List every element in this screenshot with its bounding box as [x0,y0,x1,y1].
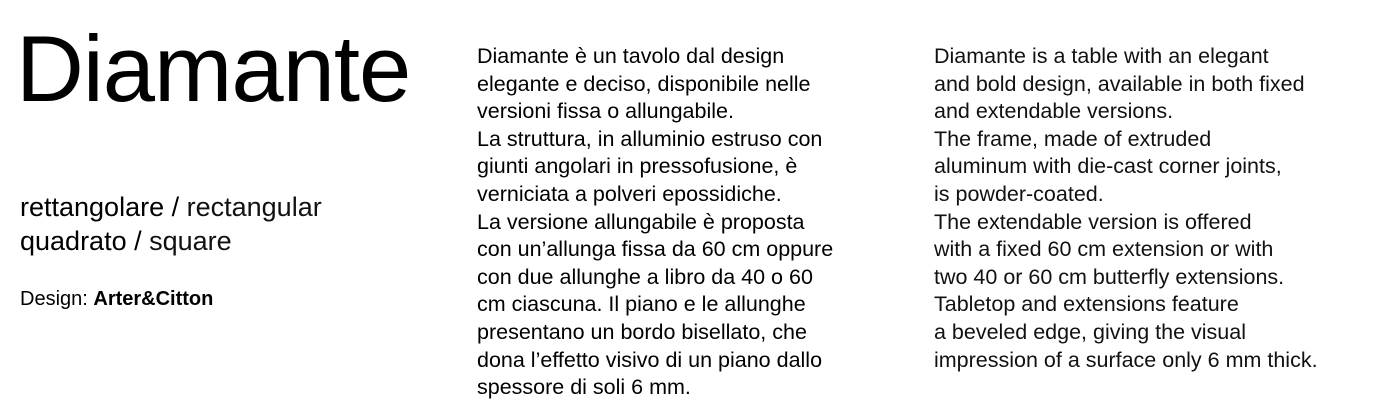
description-line: con un’allunga fissa da 60 cm oppure [477,237,834,262]
shape-separator: / [164,192,187,222]
description-line: con due allunghe a libro da 40 o 60 [477,264,813,289]
shape-italian-label: quadrato [20,226,127,256]
shape-option-square [20,224,322,258]
shape-english-label: square [149,226,232,256]
description-line: The frame, made of extruded [934,126,1212,151]
description-line: spessore di soli 6 mm. [477,375,691,400]
shape-separator: / [126,226,150,256]
description-line: verniciata a polveri epossidiche. [477,181,782,206]
description-line: elegante e deciso, disponibile nelle [477,71,811,96]
shape-options [20,190,322,258]
description-line: Tabletop and extensions feature [934,292,1239,317]
description-italian [477,43,907,402]
shape-italian-label: rettangolare [20,192,165,222]
description-line: presentano un bordo bisellato, che [477,319,807,344]
description-line: impression of a surface only 6 mm thick. [934,347,1318,372]
description-line: La struttura, in alluminio estruso con [477,126,823,151]
description-line: giunti angolari in pressofusione, è [477,154,798,179]
description-line: La versione allungabile è proposta [477,209,805,234]
description-line: Diamante è un tavolo dal design [477,44,785,68]
description-line: cm ciascuna. Il piano e le allunghe [477,292,806,317]
designer-name: Arter&Citton [93,288,214,310]
description-line: and bold design, available in both fixed [934,71,1305,96]
description-line: The extendable version is offered [934,209,1252,234]
description-line: a beveled edge, giving the visual [934,319,1246,344]
description-line: versioni fissa o allungabile. [477,99,734,124]
designer-credit [20,285,213,313]
shape-option-rectangular [20,190,322,224]
description-line: Diamante is a table with an elegant [934,44,1269,68]
description-english [934,43,1374,374]
description-line: dona l’effetto visivo di un piano dallo [477,347,823,372]
description-line: is powder-coated. [934,181,1104,206]
description-line: two 40 or 60 cm butterfly extensions. [934,264,1285,289]
designer-label: Design: [20,288,94,310]
description-line: with a fixed 60 cm extension or with [934,237,1274,262]
description-line: aluminum with die-cast corner joints, [934,154,1282,179]
shape-english-label: rectangular [186,192,322,222]
product-title: Diamante [16,16,411,121]
description-line: and extendable versions. [934,99,1174,124]
